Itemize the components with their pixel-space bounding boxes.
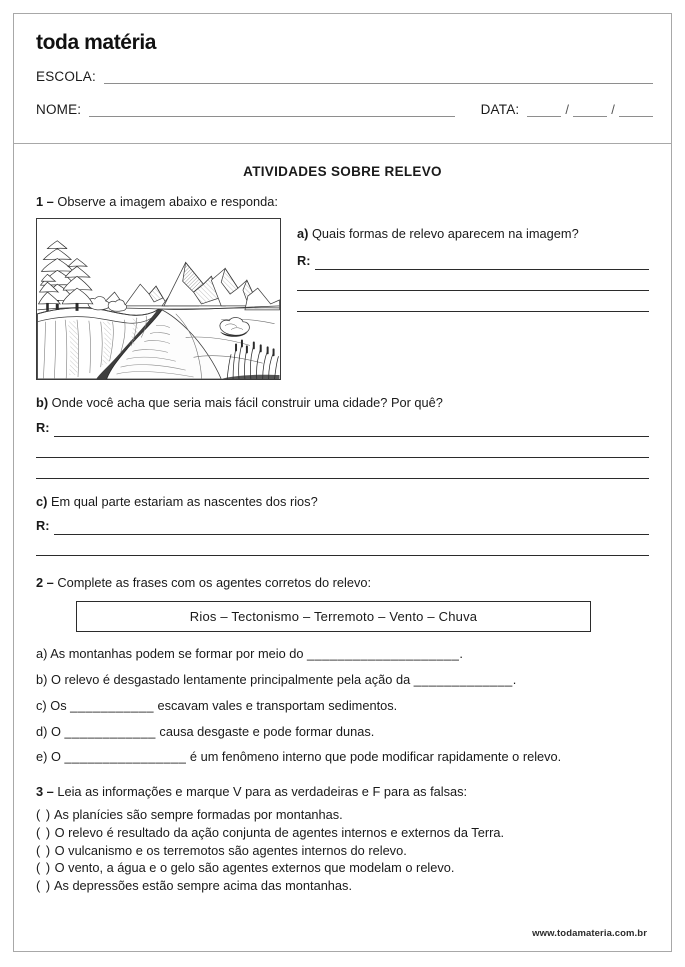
school-field-row: [36, 69, 653, 84]
question-1b-answer-row: [36, 416, 649, 437]
question-2a-before: As montanhas podem se formar por meio do: [50, 646, 308, 662]
question-1c-prompt: Em qual parte estariam as nascentes dos rios?: [50, 493, 318, 509]
question-2a-letter: a): [36, 646, 48, 662]
question-1b-answer-line-2[interactable]: [36, 437, 649, 458]
question-1b: [36, 394, 649, 478]
date-month-input-line[interactable]: [573, 105, 607, 117]
question-1a-answer-line-1[interactable]: [315, 249, 649, 270]
question-2e-after: é um fenômeno interno que pode modificar rapidamente o relevo.: [186, 749, 562, 765]
question-3-prompt: Leia as informações e marque V para as verdadeiras e F para as falsas:: [57, 784, 468, 800]
question-2c-blank[interactable]: ___________: [70, 697, 154, 713]
question-2-heading: [36, 574, 649, 591]
question-1c-answer-row: [36, 514, 649, 535]
school-label: ESCOLA:: [36, 69, 96, 84]
page-title: ATIVIDADES SOBRE RELEVO: [243, 164, 442, 179]
question-1-prompt: Observe a imagem abaixo e responda:: [57, 194, 278, 209]
question-1c-text: [36, 493, 649, 510]
question-1c-answer-line-2[interactable]: [36, 535, 649, 556]
true-false-marker-4[interactable]: ( ): [36, 860, 52, 876]
true-false-item-3: [36, 842, 649, 860]
question-2e-before: O: [50, 749, 65, 765]
landscape-relief-drawing-svg: [37, 219, 280, 379]
question-1-number: 1 –: [36, 194, 54, 209]
school-input-line[interactable]: [104, 72, 653, 84]
question-3: [36, 783, 649, 895]
true-false-marker-1[interactable]: ( ): [36, 807, 52, 823]
question-1-body: [36, 218, 649, 380]
question-1b-answer-label: R:: [36, 419, 50, 435]
question-1b-answer-line-3[interactable]: [36, 458, 649, 479]
worksheet-page: [13, 13, 672, 952]
name-label: NOME:: [36, 102, 82, 117]
true-false-item-4: [36, 859, 649, 877]
question-2b-after: .: [512, 671, 517, 687]
name-input-line[interactable]: [89, 105, 454, 117]
question-2-word-bank: Rios – Tectonismo – Terremoto – Vento – Chuva: [76, 601, 591, 632]
question-2-items: [36, 644, 649, 767]
date-year-input-line[interactable]: [619, 105, 653, 117]
question-1b-letter: b): [36, 395, 49, 411]
true-false-marker-2[interactable]: ( ): [36, 825, 52, 841]
question-1a-prompt: Quais formas de relevo aparecem na imagem?: [311, 226, 579, 242]
question-1c-letter: c): [36, 493, 48, 509]
date-label: DATA:: [480, 102, 520, 117]
question-2d-before: O: [50, 723, 65, 739]
question-2d-letter: d): [36, 723, 48, 739]
question-2a: [36, 644, 649, 664]
question-1c-answer-line-1[interactable]: [54, 514, 649, 535]
question-2a-after: .: [459, 646, 463, 662]
question-2d-after: causa desgaste e pode formar dunas.: [155, 723, 375, 739]
question-1a-answer-row: [297, 249, 649, 270]
question-1b-text: [36, 394, 649, 411]
true-false-text-3: O vulcanismo e os terremotos são agentes internos do relevo.: [54, 842, 407, 858]
question-1-heading: [36, 193, 649, 210]
worksheet-content: [14, 144, 671, 895]
question-1a-letter: a): [297, 226, 309, 242]
question-2c-before: Os: [50, 697, 71, 713]
name-date-field-row: [36, 102, 653, 117]
question-1a-text: [297, 226, 649, 243]
question-1a-answer-line-2[interactable]: [297, 270, 649, 291]
question-2c-letter: c): [36, 697, 47, 713]
footer-url: www.todamateria.com.br: [532, 928, 647, 939]
landscape-illustration: [36, 218, 281, 380]
brand-logo: toda matéria: [36, 31, 157, 54]
date-separator-1: /: [565, 102, 570, 117]
question-2d: [36, 722, 649, 742]
true-false-text-5: As depressões estão sempre acima das montanhas.: [53, 878, 352, 894]
question-2e-blank[interactable]: ________________: [64, 749, 187, 765]
question-2d-blank[interactable]: ____________: [64, 723, 156, 739]
question-3-heading: [36, 783, 649, 800]
true-false-item-1: [36, 806, 649, 824]
true-false-marker-3[interactable]: ( ): [36, 842, 52, 858]
question-2-number: 2 –: [36, 574, 54, 590]
true-false-marker-5[interactable]: ( ): [36, 878, 52, 894]
true-false-text-4: O vento, a água e o gelo são agentes externos que modelam o relevo.: [54, 860, 455, 876]
question-1a: [297, 218, 649, 312]
question-2a-blank[interactable]: ____________________: [307, 646, 460, 662]
question-1b-answer-line-1[interactable]: [54, 416, 649, 437]
question-3-number: 3 –: [36, 784, 54, 800]
question-2b-blank[interactable]: _____________: [413, 671, 513, 687]
true-false-item-5: [36, 877, 649, 895]
question-2e-letter: e): [36, 749, 48, 765]
question-1a-answer-label: R:: [297, 252, 311, 268]
date-separator-2: /: [611, 102, 615, 117]
question-2-prompt: Complete as frases com os agentes corretos do relevo:: [57, 574, 372, 590]
question-1b-prompt: Onde você acha que seria mais fácil construir uma cidade? Por quê?: [51, 395, 443, 411]
true-false-text-1: As planícies são sempre formadas por montanhas.: [53, 807, 343, 823]
true-false-text-2: O relevo é resultado da ação conjunta de agentes internos e externos da Terra.: [54, 825, 505, 841]
date-day-input-line[interactable]: [527, 105, 561, 117]
question-2e: [36, 747, 649, 767]
question-2b: [36, 670, 649, 690]
question-2c: [36, 696, 649, 716]
question-1c: [36, 493, 649, 556]
question-2c-after: escavam vales e transportam sedimentos.: [153, 697, 398, 713]
worksheet-header: [14, 14, 671, 144]
true-false-item-2: [36, 824, 649, 842]
question-1a-answer-line-3[interactable]: [297, 291, 649, 312]
question-2b-letter: b): [36, 671, 48, 687]
question-1c-answer-label: R:: [36, 517, 50, 533]
question-2b-before: O relevo é desgastado lentamente principalmente pela ação da: [50, 671, 414, 687]
